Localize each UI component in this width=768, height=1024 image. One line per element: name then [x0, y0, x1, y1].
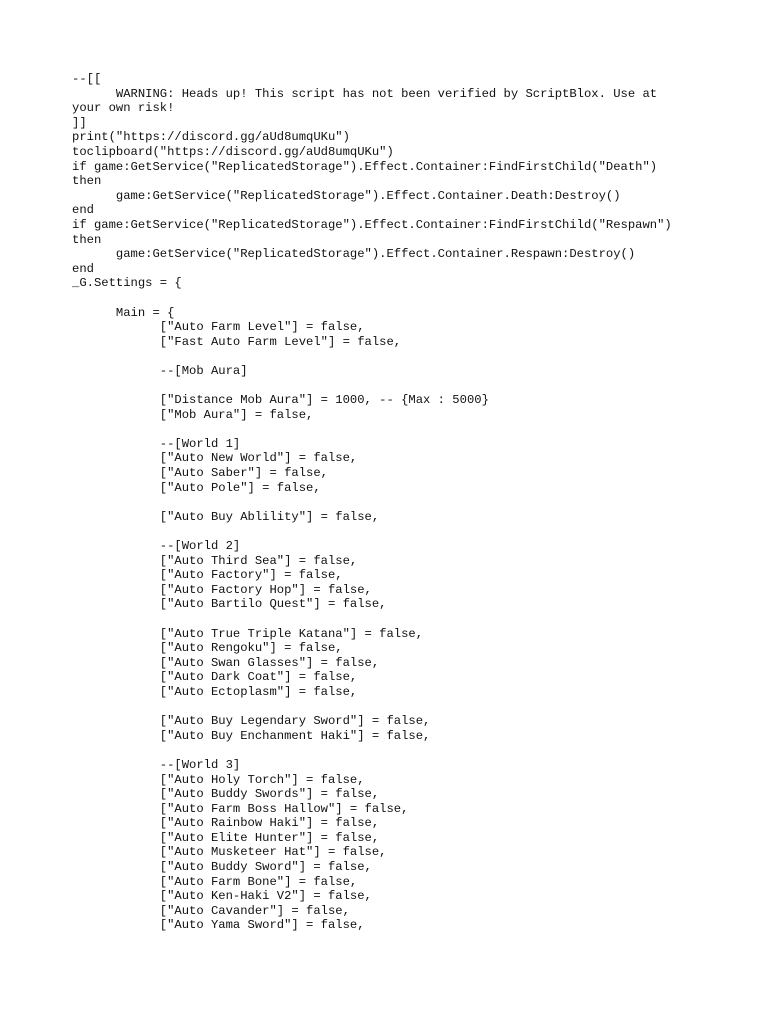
code-line: WARNING: Heads up! This script has not been verified by ScriptBlox. Use at	[72, 86, 658, 101]
code-line: ["Auto Farm Level"] = false,	[72, 320, 365, 335]
code-line: ["Distance Mob Aura"] = 1000, -- {Max : 5000}	[72, 393, 489, 408]
code-line: ["Auto Ectoplasm"] = false,	[72, 684, 358, 699]
code-line: ["Auto Rainbow Haki"] = false,	[72, 816, 380, 831]
code-line: ["Auto Factory"] = false,	[72, 568, 343, 583]
code-line: ["Auto Third Sea"] = false,	[72, 553, 358, 568]
code-line: ["Auto Saber"] = false,	[72, 466, 328, 481]
code-line: if game:GetService("ReplicatedStorage").Effect.Container:FindFirstChild("Death")	[72, 159, 658, 174]
code-line: then	[72, 232, 102, 247]
code-line: ["Auto Dark Coat"] = false,	[72, 670, 358, 685]
code-line: ["Auto Musketeer Hat"] = false,	[72, 845, 387, 860]
code-line: ["Auto Farm Bone"] = false,	[72, 874, 358, 889]
code-line	[72, 378, 702, 393]
code-line: ["Auto Buddy Swords"] = false,	[72, 787, 380, 802]
code-line: --[Mob Aura]	[72, 363, 248, 378]
code-line: ["Auto Elite Hunter"] = false,	[72, 830, 380, 845]
code-line: --[World 3]	[72, 757, 241, 772]
code-line: if game:GetService("ReplicatedStorage").Effect.Container:FindFirstChild("Respawn")	[72, 217, 672, 232]
code-line: ]]	[72, 115, 87, 130]
code-line: ["Auto Factory Hop"] = false,	[72, 582, 372, 597]
code-line: then	[72, 174, 102, 189]
code-line	[72, 612, 702, 627]
code-line	[72, 495, 702, 510]
code-line: ["Auto Swan Glasses"] = false,	[72, 655, 380, 670]
code-line	[72, 349, 702, 364]
code-line: ["Auto Holy Torch"] = false,	[72, 772, 365, 787]
code-line: ["Auto Buddy Sword"] = false,	[72, 860, 372, 875]
code-line: ["Auto Bartilo Quest"] = false,	[72, 597, 387, 612]
code-line: ["Mob Aura"] = false,	[72, 407, 314, 422]
code-line: ["Auto Buy Legendary Sword"] = false,	[72, 714, 431, 729]
code-line: print("https://discord.gg/aUd8umqUKu")	[72, 130, 350, 145]
code-line	[72, 291, 702, 306]
code-line: ["Auto Yama Sword"] = false,	[72, 918, 365, 933]
code-text-block	[72, 72, 702, 933]
code-line: ["Auto Pole"] = false,	[72, 480, 321, 495]
code-line: ["Auto Ken-Haki V2"] = false,	[72, 889, 372, 904]
code-line: --[World 2]	[72, 539, 241, 553]
code-line: toclipboard("https://discord.gg/aUd8umqUKu")	[72, 144, 394, 159]
code-line: ["Auto Farm Boss Hallow"] = false,	[72, 801, 409, 816]
code-line	[72, 422, 702, 437]
code-line: ["Auto Rengoku"] = false,	[72, 641, 343, 656]
code-line	[72, 524, 702, 539]
code-line: game:GetService("ReplicatedStorage").Effect.Container.Respawn:Destroy()	[72, 247, 636, 262]
code-line: ["Fast Auto Farm Level"] = false,	[72, 334, 402, 349]
code-line: Main = {	[72, 305, 175, 320]
code-line: ["Auto True Triple Katana"] = false,	[72, 626, 424, 641]
code-line: --[[	[72, 72, 102, 86]
code-line: ["Auto Cavander"] = false,	[72, 903, 350, 918]
code-line: game:GetService("ReplicatedStorage").Effect.Container.Death:Destroy()	[72, 188, 621, 203]
code-line: ["Auto Buy Ablility"] = false,	[72, 509, 380, 524]
code-line: _G.Settings = {	[72, 276, 182, 291]
code-line: ["Auto New World"] = false,	[72, 451, 358, 466]
code-line	[72, 700, 702, 715]
code-line: your own risk!	[72, 101, 175, 116]
code-line: --[World 1]	[72, 436, 241, 451]
code-line	[72, 743, 702, 758]
code-line: end	[72, 203, 94, 218]
code-line: end	[72, 261, 94, 276]
code-line: ["Auto Buy Enchanment Haki"] = false,	[72, 728, 431, 743]
